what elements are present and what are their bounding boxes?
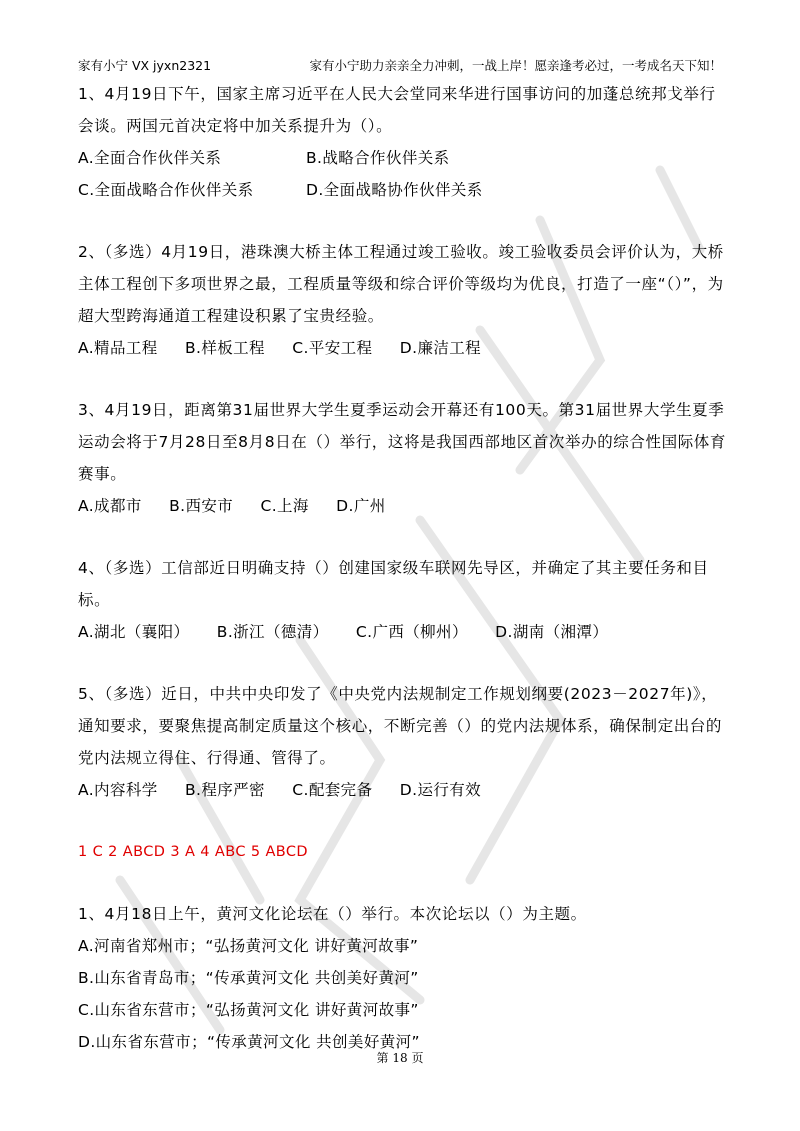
option: D.山东省东营市；“传承黄河文化 共创美好黄河” — [78, 1033, 420, 1051]
option: C.上海 — [260, 497, 309, 515]
option: D.廉洁工程 — [399, 339, 482, 357]
option: B.西安市 — [169, 497, 234, 515]
options-row — [78, 174, 728, 206]
option: C.配套完备 — [292, 781, 373, 799]
option: A.成都市 — [78, 497, 142, 515]
option: D.运行有效 — [399, 781, 482, 799]
question-text: 4、（多选）工信部近日明确支持（）创建国家级车联网先导区，并确定了其主要任务和目标。 — [78, 559, 709, 609]
option: B.山东省青岛市；“传承黄河文化 共创美好黄河” — [78, 969, 419, 987]
header-right-text: 家有小宁助力亲亲全力冲刺，一战上岸！愿亲逢考必过，一考成名天下知！ — [309, 58, 722, 73]
option: A.河南省郑州市；“弘扬黄河文化 讲好黄河故事” — [78, 937, 419, 955]
page-header — [78, 56, 722, 74]
option: D.广州 — [336, 497, 386, 515]
option: A.湖北（襄阳） — [78, 623, 190, 641]
answer-key: 1 C 2 ABCD 3 A 4 ABC 5 ABCD — [78, 844, 308, 860]
option: B.战略合作伙伴关系 — [306, 149, 450, 167]
option: A.精品工程 — [78, 339, 158, 357]
document-body — [78, 78, 728, 1058]
option: B.浙江（德清） — [216, 623, 329, 641]
option: C.全面战略合作伙伴关系 — [78, 181, 254, 199]
option: D.湖南（湘潭） — [495, 623, 609, 641]
option: A.全面合作伙伴关系 — [78, 149, 222, 167]
question-text: 1、4月19日下午，国家主席习近平在人民大会堂同来华进行国事访问的加蓬总统邦戈举行会谈。两国元首决定将中加关系提升为（）。 — [78, 85, 716, 135]
options-row — [78, 142, 728, 174]
options-row — [78, 332, 728, 364]
question-text: 3、4月19日，距离第31届世界大学生夏季运动会开幕还有100天。第31届世界大学生夏季运动会将于7月28日至8月8日在（）举行，这将是我国西部地区首次举办的综合性国际体育赛事。 — [78, 401, 727, 483]
options-row — [78, 490, 728, 522]
option: C.广西（柳州） — [355, 623, 468, 641]
question-text: 5、（多选）近日，中共中央印发了《中央党内法规制定工作规划纲要(2023－2027年)》，通知要求，要聚焦提高制定质量这个核心，不断完善（）的党内法规体系，确保制定出台的党内法规立得住、行得通、管得了。 — [78, 685, 723, 767]
option: B.程序严密 — [185, 781, 265, 799]
options-row — [78, 774, 728, 806]
question-text: 2、（多选）4月19日，港珠澳大桥主体工程通过竣工验收。竣工验收委员会评价认为，大桥主体工程创下多项世界之最，工程质量等级和综合评价等级均为优良，打造了一座“（）”，为超大型跨海通道工程建设积累了宝贵经验。 — [78, 243, 724, 325]
option: C.平安工程 — [292, 339, 373, 357]
header-left-text: 家有小宁 VX jyxn2321 — [78, 58, 212, 73]
page-number: 第 18 页 — [376, 1051, 424, 1065]
option: C.山东省东营市；“弘扬黄河文化 讲好黄河故事” — [78, 1001, 419, 1019]
option: D.全面战略协作伙伴关系 — [306, 181, 483, 199]
option: A.内容科学 — [78, 781, 158, 799]
question-text: 1、4月18日上午，黄河文化论坛在（）举行。本次论坛以（）为主题。 — [78, 905, 587, 923]
option: B.样板工程 — [185, 339, 265, 357]
options-row — [78, 616, 728, 648]
